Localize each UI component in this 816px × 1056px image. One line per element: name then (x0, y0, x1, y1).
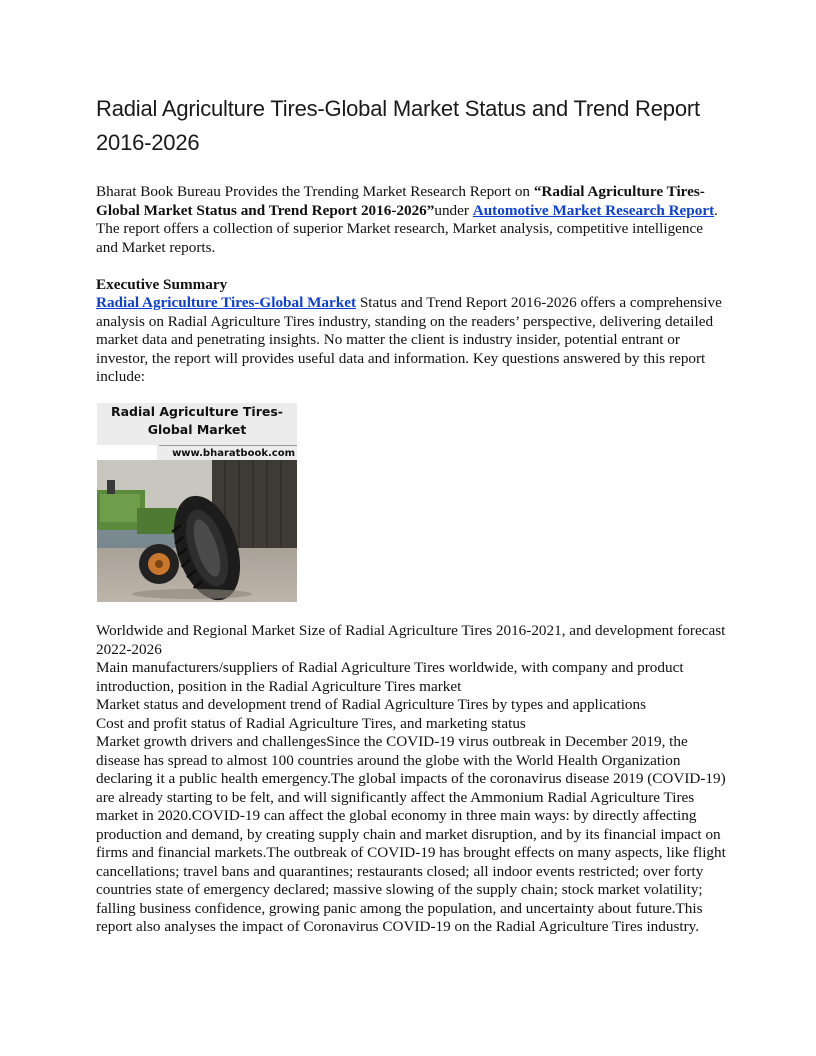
document-title: Radial Agriculture Tires-Global Market Status and Trend Report 2016-2026 (96, 96, 700, 155)
report-cover-image (97, 403, 297, 602)
intro-text: Bharat Book Bureau Provides the Trending Market Research Report on (96, 183, 534, 200)
automotive-market-report-link[interactable]: Automotive Market Research Report (472, 201, 715, 219)
executive-summary-paragraph (96, 294, 726, 387)
intro-paragraph (96, 183, 726, 257)
tractor-tire-photo (97, 460, 297, 602)
cover-caption (97, 403, 297, 445)
list-item: Market growth drivers and challengesSince the COVID-19 virus outbreak in December 2019, the disease has spread to almost 100 countries around the globe with the World Health Organization declaring it a public health emergency.The global impacts of the coronavirus disease 2019 (COVID-19) are already starting to be felt, and will significantly affect the Ammonium Radial Agriculture Tires market in 2020.COVID-19 can affect the global economy in three main ways: by directly affecting production and demand, by creating supply chain and market disruption, and by its financial impact on firms and financial markets.The outbreak of COVID-19 has brought effects on many aspects, like flight cancellations; travel bans and quarantines; restaurants closed; all indoor events restricted; over forty countries state of emergency declared; massive slowing of the supply chain; stock market volatility; falling business confidence, growing panic among the population, and uncertainty about future.This report also analyses the impact of Coronavirus COVID-19 on the Radial Agriculture Tires industry. (96, 733, 726, 935)
key-questions-list (96, 622, 726, 937)
list-item: Market status and development trend of Radial Agriculture Tires by types and applications (96, 696, 647, 713)
executive-summary-heading: Executive Summary (96, 276, 228, 293)
list-item: Cost and profit status of Radial Agriculture Tires, and marketing status (96, 714, 526, 732)
executive-summary-text: Status and Trend Report 2016-2026 offers a comprehensive analysis on Radial Agriculture Tires industry, standing on the readers’ perspective, delivering detailed market data and penetrating insights. No matter the client is industry insider, potential entrant or investor, the report will provides useful data and information. Key questions answered by this report include: (96, 294, 722, 385)
cover-caption-line2: Global Market (147, 422, 247, 437)
cover-website-url: www.bharatbook.com (157, 446, 297, 461)
intro-under: under (434, 201, 473, 219)
list-item: Main manufacturers/suppliers of Radial Agriculture Tires worldwide, with company and product introduction, position in the Radial Agriculture Tires market (96, 659, 684, 695)
cover-caption-line1: Radial Agriculture Tires- (111, 404, 283, 419)
intro-text-after: . The report offers a collection of superior Market research, Market analysis, competitive intelligence and Market reports. (96, 201, 718, 256)
list-item: Worldwide and Regional Market Size of Radial Agriculture Tires 2016-2021, and development forecast 2022-2026 (96, 622, 726, 658)
intro-report-title: “Radial Agriculture Tires-Global Market Status and Trend Report 2016-2026” (96, 183, 705, 219)
radial-agriculture-tires-link[interactable]: Radial Agriculture Tires-Global Market (96, 294, 357, 311)
